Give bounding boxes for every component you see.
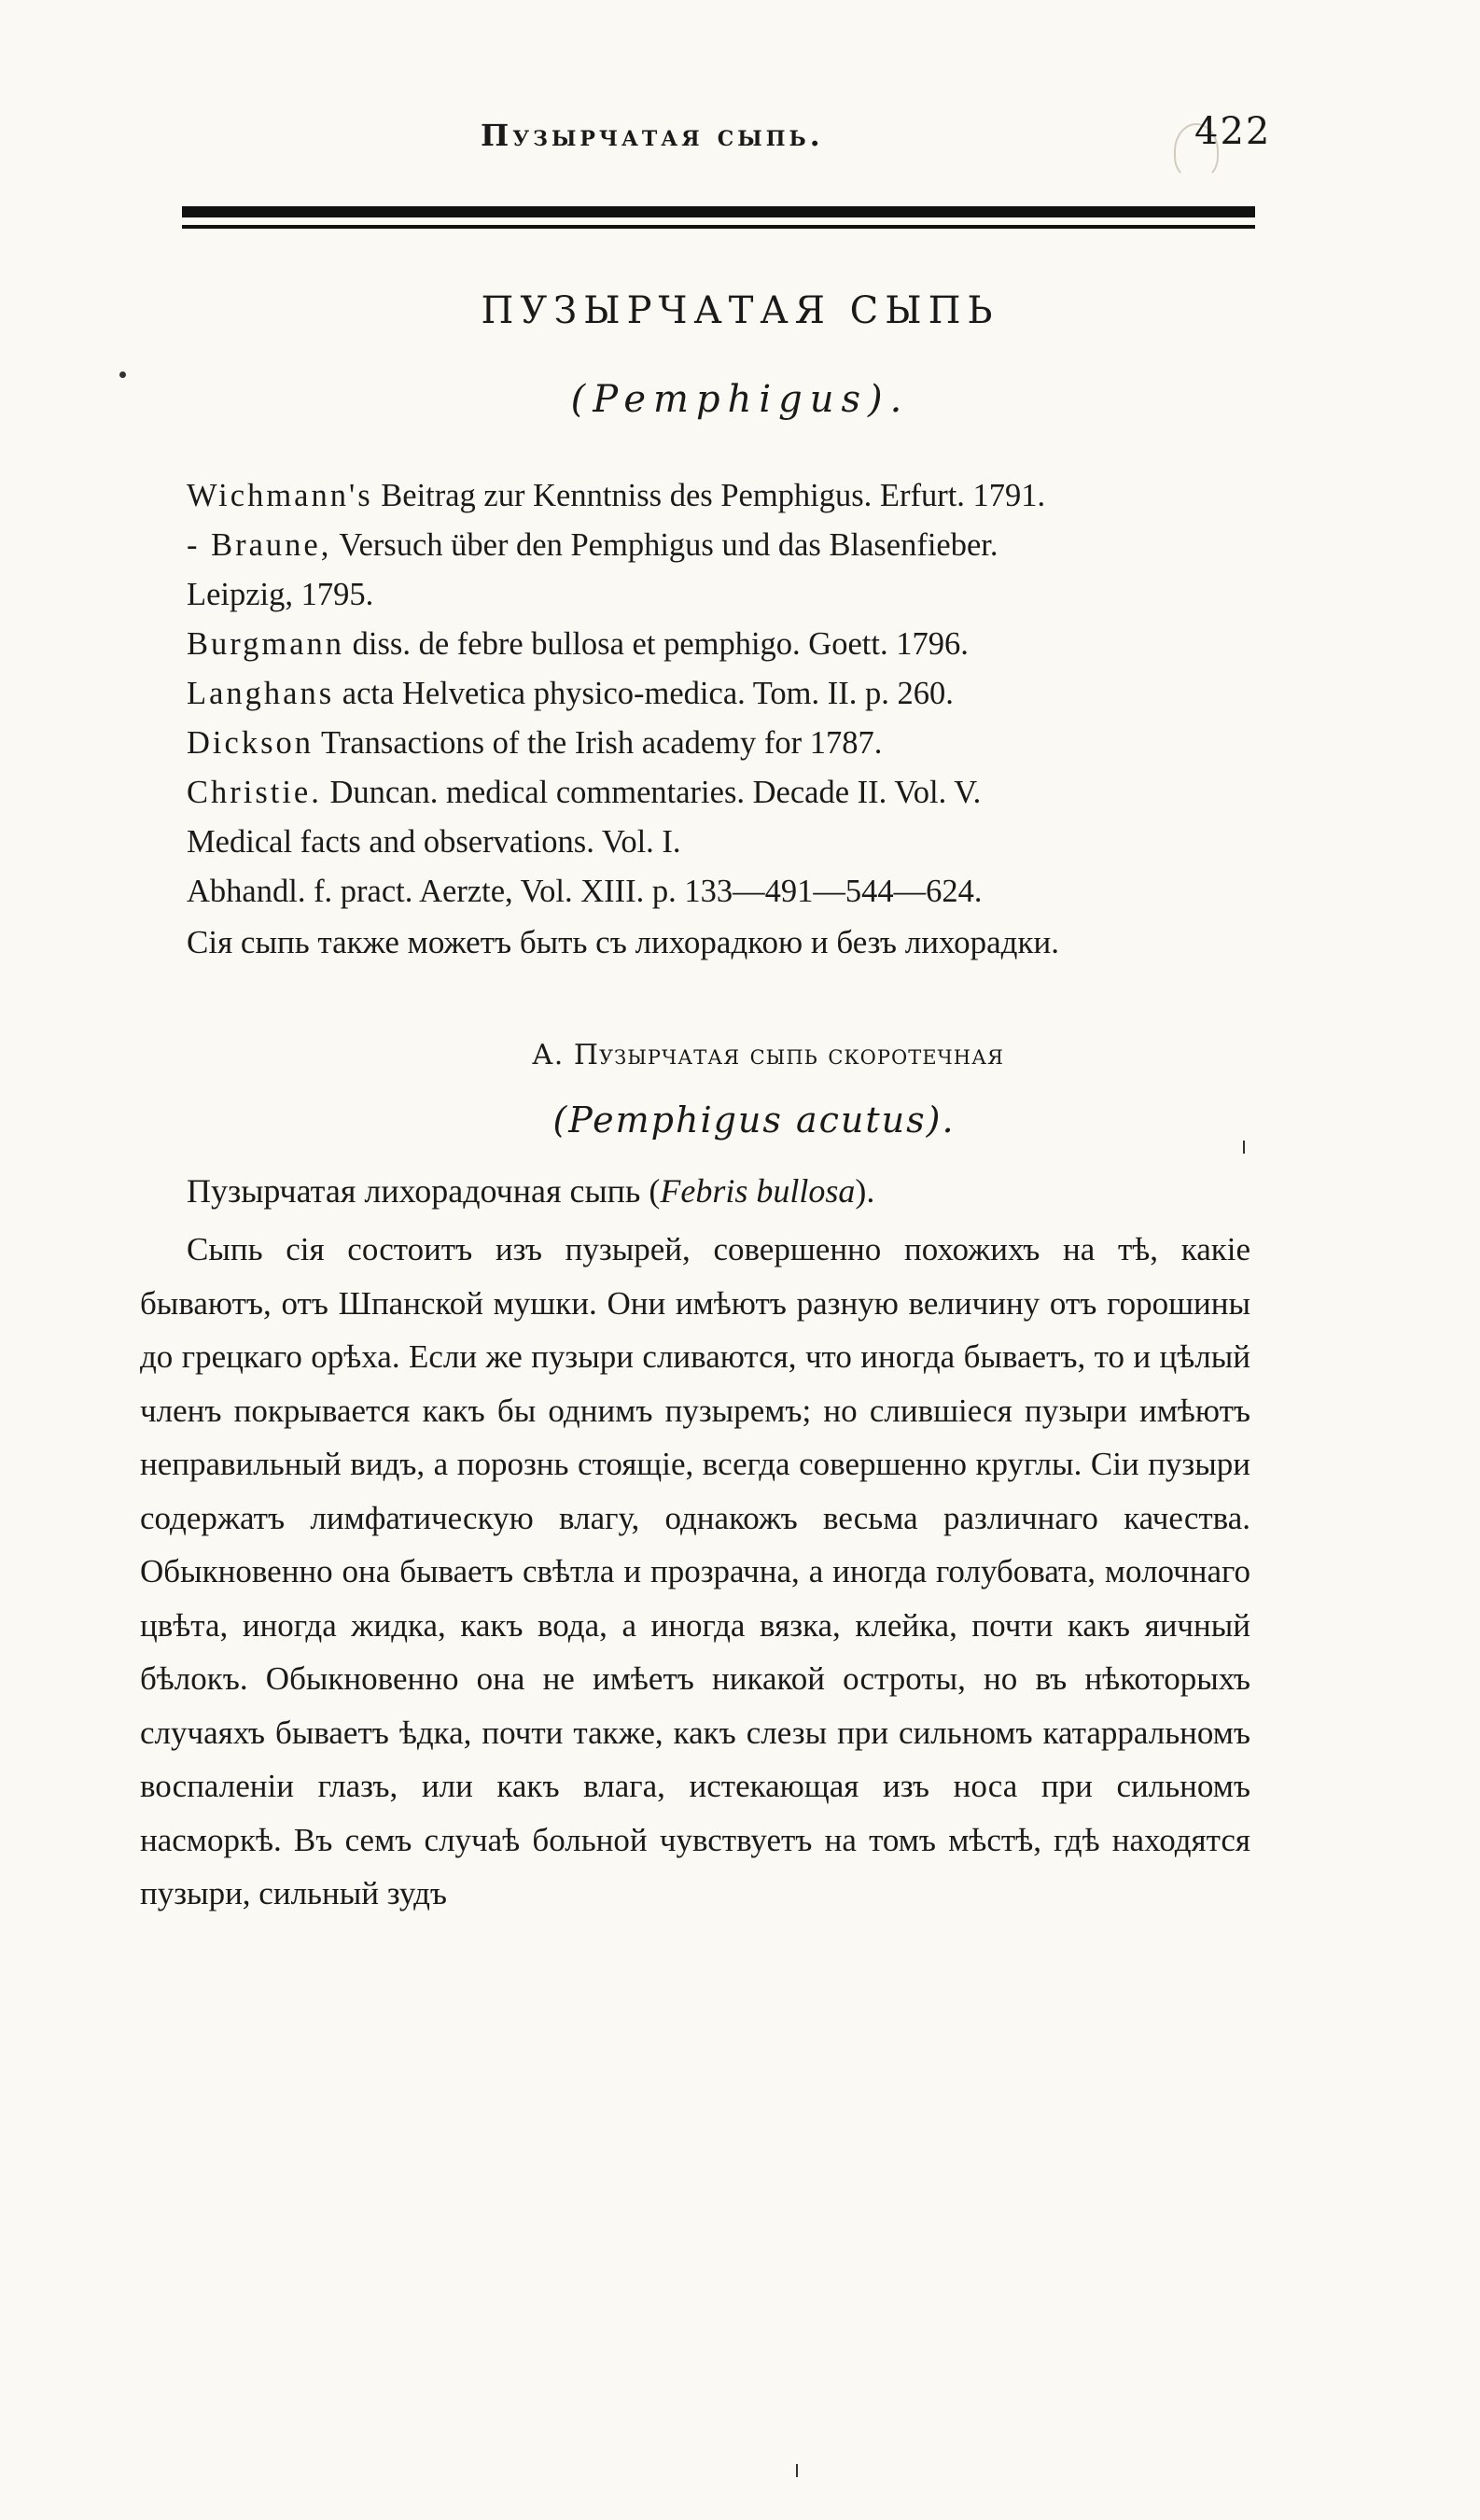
synonym-prefix: Пузырчатая лихорадочная сыпь ( bbox=[187, 1172, 661, 1210]
running-title: Пузырчатая сыпь. bbox=[481, 118, 824, 153]
bibliography-author: Christie. bbox=[187, 775, 322, 810]
bibliography-entry bbox=[187, 768, 1260, 818]
header-rule-thin bbox=[182, 225, 1255, 229]
chapter-latin-title: (Pemphigus). bbox=[570, 378, 910, 421]
section-latin-title: (Pemphigus acutus). bbox=[552, 1099, 956, 1141]
synonym-latin: Febris bullosa bbox=[660, 1172, 856, 1210]
synonym-suffix: ). bbox=[855, 1172, 875, 1210]
bibliography-entry bbox=[187, 570, 1260, 620]
margin-mark bbox=[119, 371, 126, 378]
bibliography-text: Beitrag zur Kenntniss des Pemphigus. Erfurt. 1791. bbox=[372, 478, 1046, 513]
section-synonym bbox=[187, 1171, 874, 1211]
bibliography-entry bbox=[187, 818, 1260, 867]
bibliography-entry bbox=[187, 867, 1260, 917]
chapter-title: ПУЗЫРЧАТАЯ СЫПЬ bbox=[481, 289, 999, 332]
page-number: 422 bbox=[1194, 110, 1272, 153]
bibliography-text: diss. de febre bullosa et pemphigo. Goett. 1796. bbox=[344, 626, 969, 662]
bibliography-entry bbox=[187, 471, 1260, 521]
section-heading: А. Пузырчатая сыпь скоротечная bbox=[532, 1039, 1004, 1071]
bibliography-entry bbox=[187, 521, 1260, 570]
bibliography-text: Abhandl. f. pract. Aerzte, Vol. XIII. p. 133—491—544—624. bbox=[187, 874, 983, 909]
bibliography-author: Burgmann bbox=[187, 626, 345, 662]
header-rule-thick bbox=[182, 206, 1255, 217]
margin-mark bbox=[796, 2464, 798, 2477]
bibliography-text: Leipzig, 1795. bbox=[187, 577, 374, 612]
bibliography-entry bbox=[187, 620, 1260, 669]
bibliography-author: Langhans bbox=[187, 676, 335, 711]
bibliography-list bbox=[187, 471, 1260, 917]
intro-paragraph: Сія сыпь также можетъ быть съ лихорадкою и безъ лихорадки. bbox=[187, 924, 1059, 960]
bibliography-text: Versuch über den Pemphigus und das Blasenfieber. bbox=[331, 527, 998, 563]
bibliography-text: acta Helvetica physico-medica. Tom. II. p. 260. bbox=[334, 676, 954, 711]
margin-mark bbox=[1243, 1141, 1245, 1154]
bibliography-author: Wichmann's bbox=[187, 478, 373, 513]
bibliography-entry bbox=[187, 669, 1260, 719]
bibliography-author: - Braune, bbox=[187, 527, 332, 563]
running-head bbox=[0, 110, 1480, 166]
bibliography-text: Medical facts and observations. Vol. I. bbox=[187, 824, 681, 860]
body-paragraph: Сыпь сія состоитъ изъ пузырей, совершенно похожихъ на тѣ, какіе бываютъ, отъ Шпанской мушки. Они имѣютъ разную величину отъ горошины до грецкаго орѣха. Если же пузыри сливаются, что иногда бываетъ, то и цѣлый членъ покрывается какъ бы однимъ пузыремъ; но слившіеся пузыри имѣютъ неправильный видъ, а порознь стоящіе, всегда совершенно круглы. Сіи пузыри содержатъ лимфатическую влагу, однакожъ весьма различнаго качества. Обыкновенно она бываетъ свѣтла и прозрачна, а иногда голубовата, молочнаго цвѣта, иногда жидка, какъ вода, а иногда вязка, клейка, почти какъ яичный бѣлокъ. Обыкновенно она не имѣетъ никакой остроты, но въ нѣкоторыхъ случаяхъ бываетъ ѣдка, почти также, какъ слезы при сильномъ катарральномъ воспаленіи глазъ, или какъ влага, истекающая изъ носа при сильномъ насморкѣ. Въ семъ случаѣ больной чувствуетъ на томъ мѣстѣ, гдѣ находятся пузыри, сильный зудъ bbox=[140, 1231, 1250, 1911]
bibliography-author: Dickson bbox=[187, 725, 314, 761]
bibliography-text: Duncan. medical commentaries. Decade II. Vol. V. bbox=[321, 775, 982, 810]
bibliography-entry bbox=[187, 719, 1260, 768]
bibliography-text: Transactions of the Irish academy for 1787. bbox=[314, 725, 883, 761]
